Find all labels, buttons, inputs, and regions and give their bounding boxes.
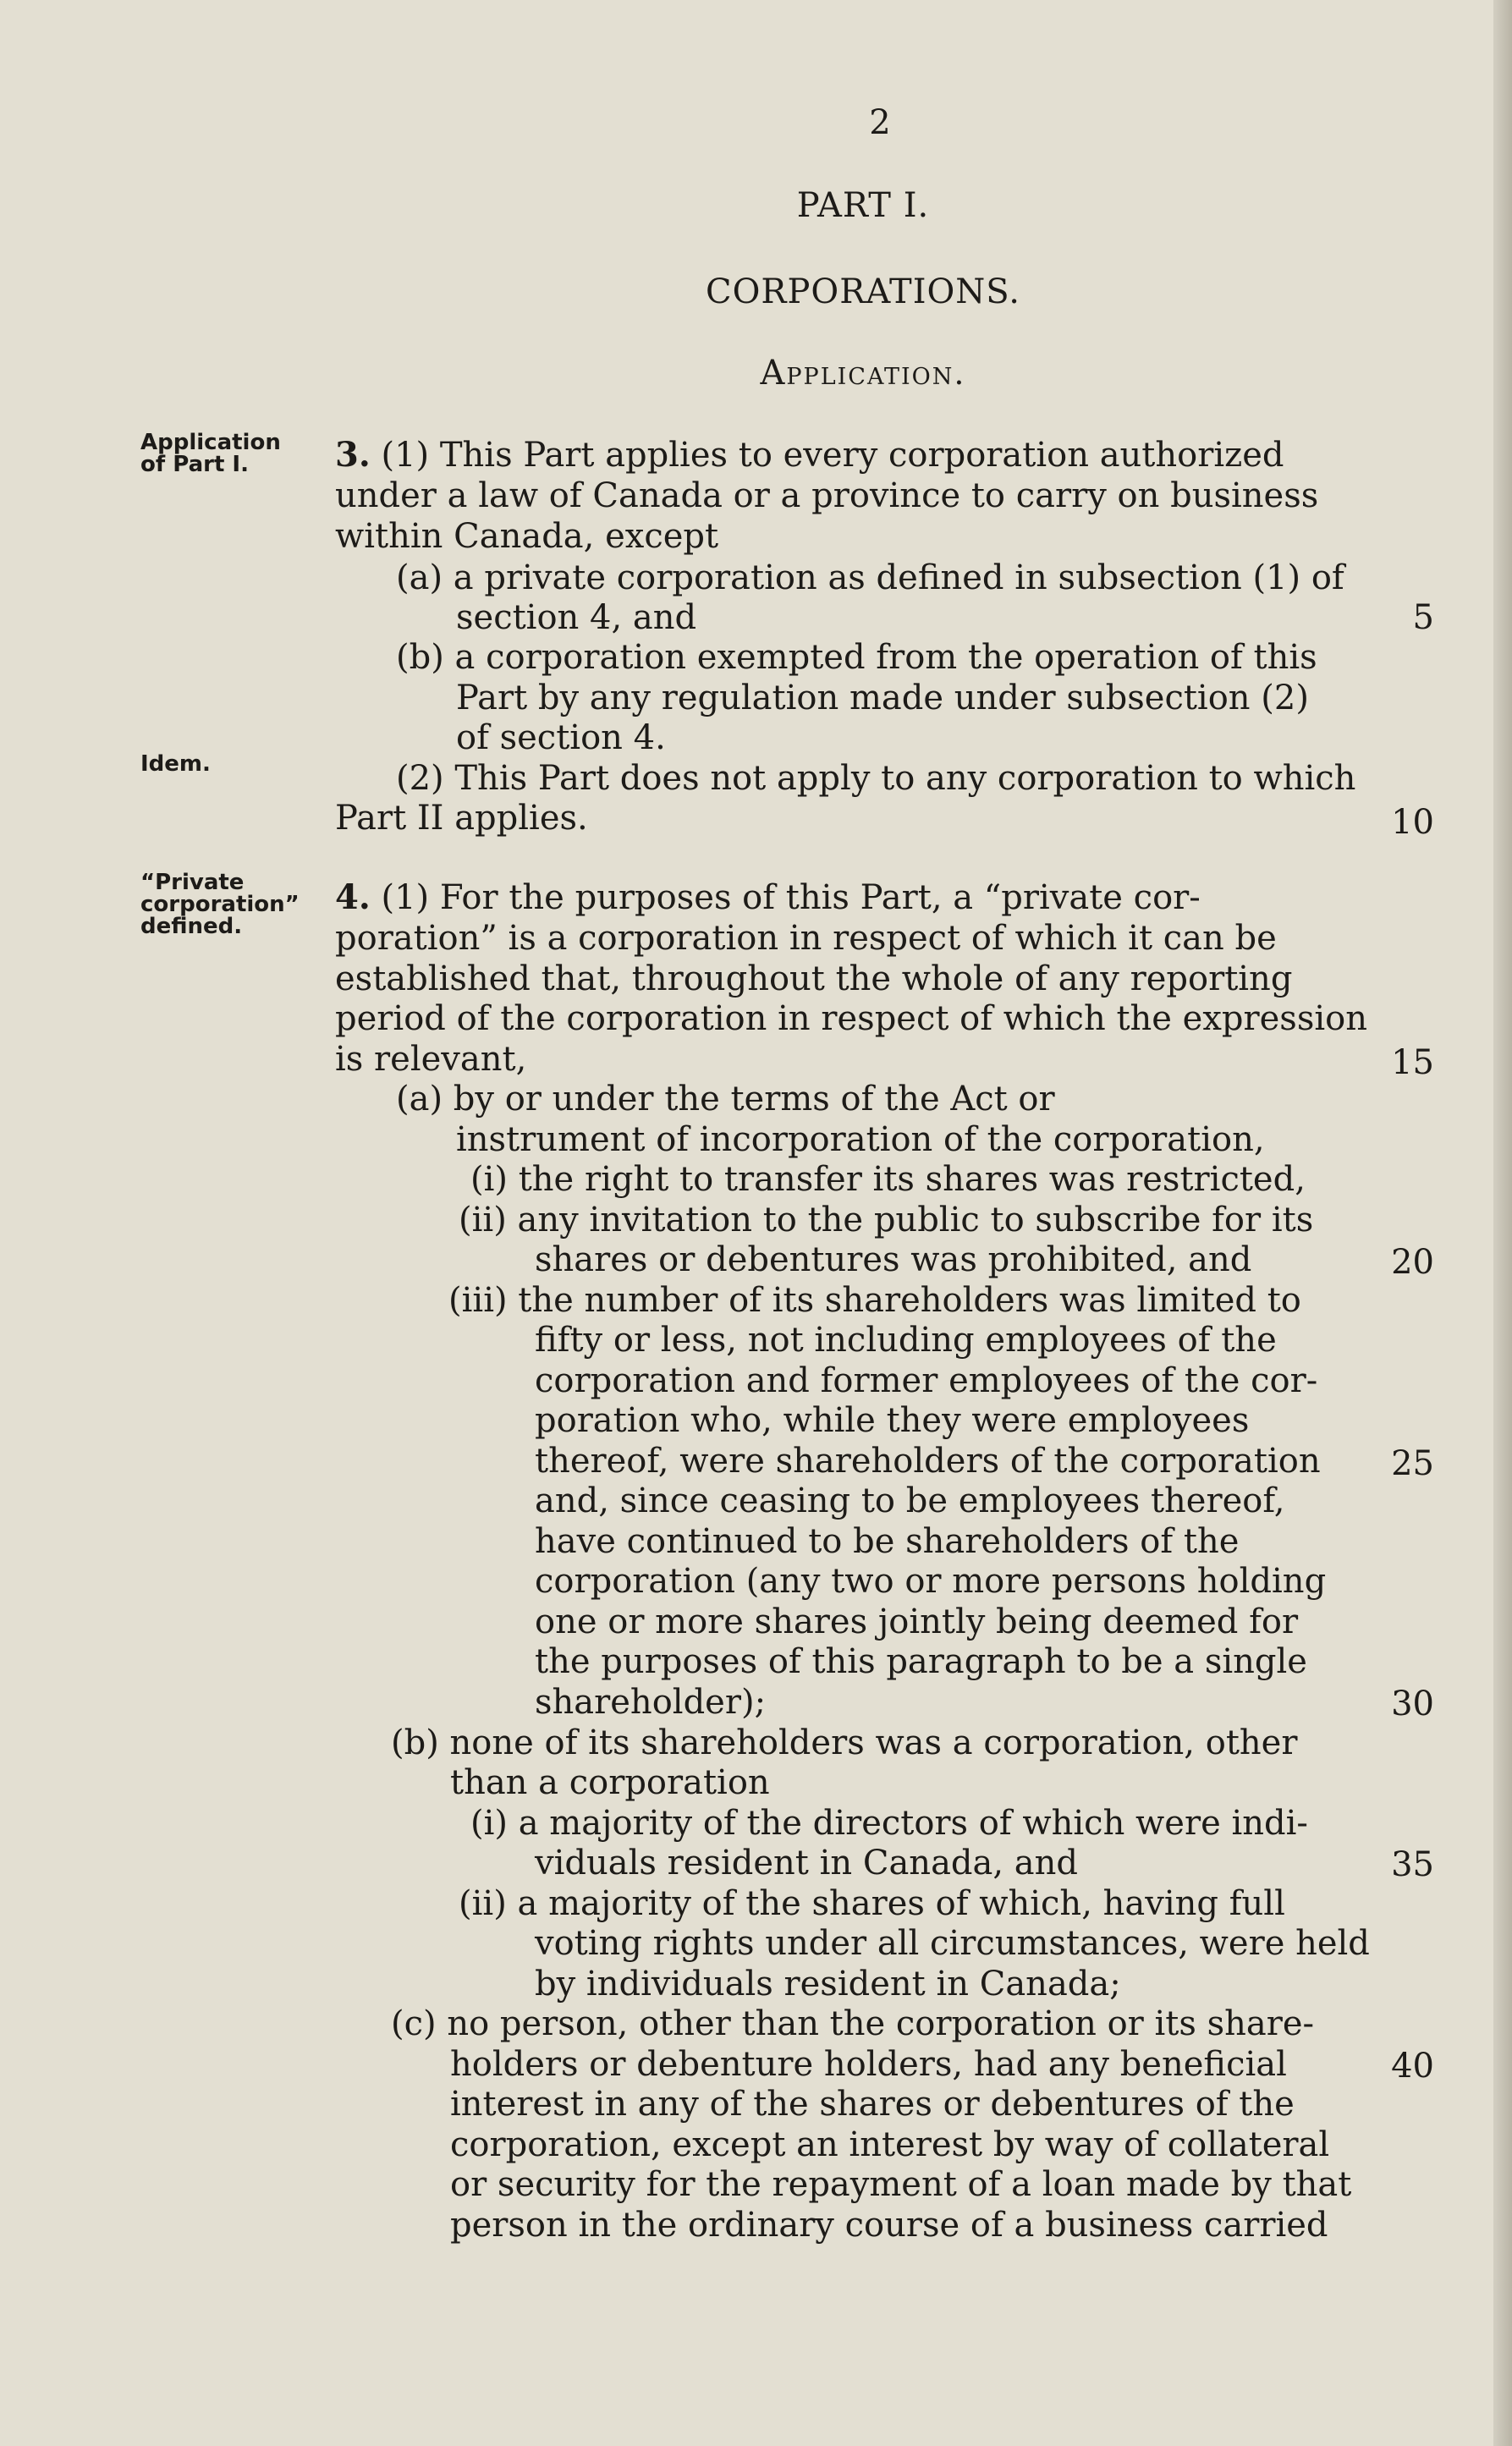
body-line: voting rights under all circumstances, were held [535, 1924, 1370, 1963]
body-line: viduals resident in Canada, and [535, 1844, 1079, 1883]
page-spine-shadow [1493, 0, 1512, 2446]
page-number: 2 [869, 103, 891, 142]
body-line: (i) the right to transfer its shares was restricted, [470, 1160, 1306, 1199]
body-line: thereof, were shareholders of the corporation [535, 1442, 1321, 1481]
body-line: shareholder); [535, 1683, 767, 1722]
body-line: period of the corporation in respect of which the expression [335, 999, 1367, 1038]
margin-note-private-corporation: “Private corporation” defined. [140, 870, 300, 939]
margin-note-idem: Idem. [140, 751, 211, 777]
body-line: corporation, except an interest by way of collateral [450, 2125, 1330, 2164]
body-line: 3. (1) This Part applies to every corporation authorized [335, 435, 1284, 475]
line-number: 20 [1391, 1243, 1434, 1282]
line-number: 25 [1391, 1444, 1434, 1483]
body-line: (c) no person, other than the corporation or its share- [391, 2004, 1315, 2043]
body-line: (ii) a majority of the shares of which, having full [459, 1884, 1285, 1923]
section-number: 4. [335, 877, 371, 917]
body-line: under a law of Canada or a province to carry on business [335, 476, 1319, 515]
body-line: interest in any of the shares or debentures of the [450, 2085, 1295, 2124]
body-line: established that, throughout the whole of any reporting [335, 959, 1293, 998]
body-line: (a) by or under the terms of the Act or [396, 1080, 1055, 1119]
line-number: 30 [1391, 1685, 1434, 1723]
body-line: (b) none of its shareholders was a corporation, other [391, 1723, 1298, 1762]
section-number: 3. [335, 435, 371, 475]
body-line: or security for the repayment of a loan made by that [450, 2165, 1352, 2204]
body-line: and, since ceasing to be employees thereof, [535, 1481, 1285, 1520]
body-line: one or more shares jointly being deemed for [535, 1602, 1299, 1641]
body-line: fifty or less, not including employees of the [535, 1321, 1277, 1360]
body-line: holders or debenture holders, had any beneficial [450, 2045, 1287, 2084]
body-line: than a corporation [450, 1763, 770, 1802]
body-line: the purposes of this paragraph to be a single [535, 1642, 1307, 1681]
body-line: have continued to be shareholders of the [535, 1522, 1240, 1561]
body-line: (ii) any invitation to the public to subscribe for its [459, 1201, 1314, 1239]
body-line: Part by any regulation made under subsection (2) [456, 679, 1309, 717]
part-title: CORPORATIONS. [705, 272, 1020, 311]
body-line: (a) a private corporation as defined in subsection (1) of [396, 558, 1344, 597]
body-line: person in the ordinary course of a business carried [450, 2206, 1328, 2245]
margin-note-application: Application of Part I. [140, 430, 281, 477]
body-line: shares or debentures was prohibited, and [535, 1240, 1252, 1279]
body-line: corporation and former employees of the cor- [535, 1361, 1318, 1400]
body-line: 4. (1) For the purposes of this Part, a “private cor- [335, 877, 1201, 917]
body-line: instrument of incorporation of the corporation, [456, 1120, 1265, 1159]
body-line: Part II applies. [335, 799, 588, 838]
body-line: section 4, and [456, 598, 697, 637]
body-line: (iii) the number of its shareholders was limited to [448, 1281, 1301, 1320]
body-line: poration who, while they were employees [535, 1401, 1250, 1440]
body-line: corporation (any two or more persons holding [535, 1562, 1327, 1601]
line-number: 15 [1391, 1043, 1434, 1082]
line-number: 35 [1391, 1845, 1434, 1884]
line-number: 40 [1391, 2047, 1434, 2086]
body-line: (i) a majority of the directors of which were indi- [470, 1804, 1308, 1843]
body-line: of section 4. [456, 718, 666, 757]
part-heading: PART I. [796, 186, 930, 225]
body-line: (b) a corporation exempted from the operation of this [396, 638, 1317, 677]
body-line: within Canada, except [335, 517, 719, 556]
body-line: by individuals resident in Canada; [535, 1965, 1121, 2004]
line-number: 5 [1412, 598, 1434, 637]
section-heading: Application. [760, 354, 966, 393]
body-line: is relevant, [335, 1040, 527, 1079]
line-number: 10 [1391, 803, 1434, 842]
body-line: poration” is a corporation in respect of which it can be [335, 919, 1277, 958]
body-line: (2) This Part does not apply to any corporation to which [396, 759, 1356, 798]
